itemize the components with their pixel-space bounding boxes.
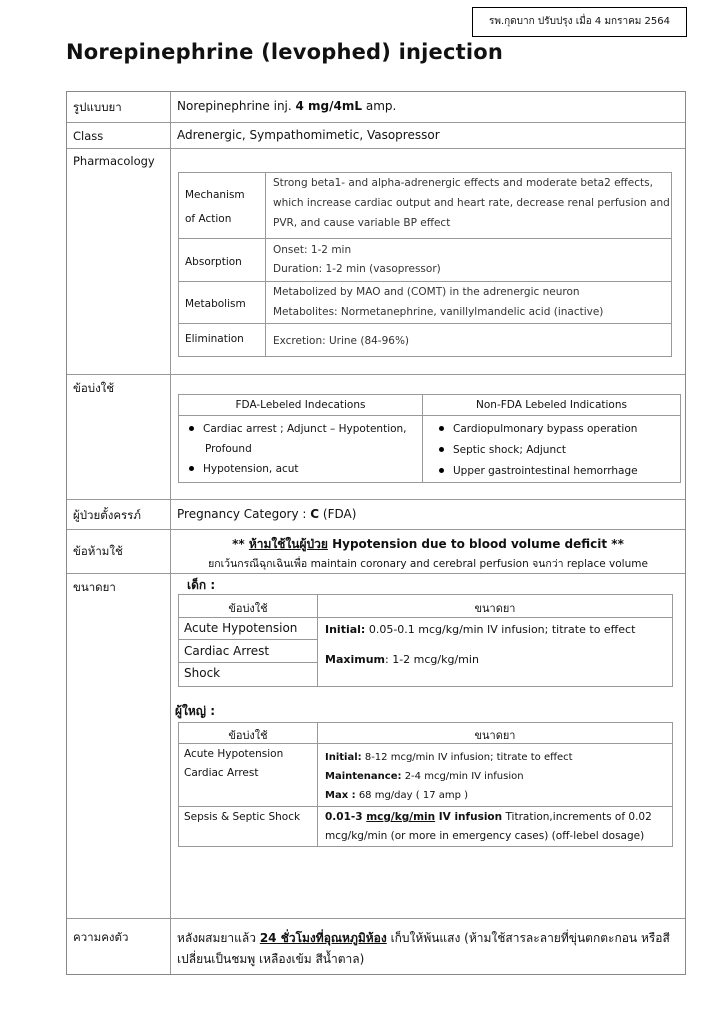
indications-subtable	[178, 394, 681, 483]
bullet-icon	[439, 468, 444, 473]
fda-item-2: Hypotension, acut	[189, 463, 299, 475]
label-dosage: ขนาดยา	[67, 574, 171, 918]
pharm-absorption-line-2: Duration: 1-2 min (vasopressor)	[273, 263, 441, 275]
label-pharmacology: Pharmacology	[67, 149, 171, 374]
adult-ind-1: Acute Hypotension	[184, 748, 284, 760]
pharm-absorption-line-1: Onset: 1-2 min	[273, 244, 352, 256]
nonfda-item-1: Cardiopulmonary bypass operation	[439, 423, 637, 435]
child-ind-1: Acute Hypotension	[184, 621, 298, 635]
pharm-mechanism-line-3: PVR, and cause variable BP effect	[273, 217, 451, 229]
nonfda-header: Non-FDA Lebeled Indications	[476, 399, 627, 411]
row-stability	[67, 919, 685, 974]
child-ind-2: Cardiac Arrest	[184, 644, 270, 658]
pharm-name-metabolism: Metabolism	[185, 298, 246, 310]
fda-item-1-cont: Profound	[205, 443, 252, 455]
child-col-indication: ข้อบ่งใช้	[228, 602, 268, 615]
contraindication-line-2: ยกเว้นกรณีฉุกเฉินเพื่อ maintain coronary and cerebral perfusion จนกว่า replace volume	[208, 558, 648, 570]
class-text: Adrenergic, Sympathomimetic, Vasopressor	[177, 128, 440, 142]
child-initial: Initial: 0.05-0.1 mcg/kg/min IV infusion; titrate to effect	[325, 623, 636, 636]
bullet-icon	[189, 426, 194, 431]
row-contraindication	[67, 530, 685, 574]
adult-sepsis-line-1: 0.01-3 mcg/kg/min IV infusion Titration,increments of 0.02	[325, 811, 652, 823]
child-col-dose: ขนาดยา	[474, 602, 516, 615]
dosage-adult-title: ผู้ใหญ่ :	[175, 704, 216, 718]
nonfda-item-3: Upper gastrointestinal hemorrhage	[439, 465, 638, 477]
dosage-form-text: Norepinephrine inj. 4 mg/4mL amp.	[177, 99, 397, 113]
drug-monograph-table	[66, 91, 686, 975]
adult-dosage-table	[178, 722, 673, 847]
nonfda-item-2: Septic shock; Adjunct	[439, 444, 566, 456]
fda-header: FDA-Lebeled Indecations	[235, 399, 366, 411]
pharm-name-mechanism: Mechanism	[185, 189, 245, 201]
row-indications	[67, 375, 685, 500]
pharm-mechanism-line-1: Strong beta1- and alpha-adrenergic effects and moderate beta2 effects,	[273, 177, 653, 189]
adult-initial: Initial: 8-12 mcg/min IV infusion; titrate to effect	[325, 752, 573, 763]
pharm-name-mechanism-2: of Action	[185, 213, 232, 225]
label-class: Class	[67, 123, 171, 148]
contraindication-line-1: ** ห้ามใช้ในผู้ป่วย Hypotension due to blood volume deficit **	[232, 537, 624, 551]
row-pregnancy	[67, 500, 685, 530]
pharm-elimination-line-1: Excretion: Urine (84-96%)	[273, 335, 410, 347]
adult-ind-2: Cardiac Arrest	[184, 767, 259, 779]
adult-col-indication: ข้อบ่งใช้	[228, 729, 268, 742]
row-dosage-form	[67, 92, 685, 123]
pharmacology-subtable	[178, 172, 672, 357]
label-stability: ความคงตัว	[67, 919, 171, 974]
adult-max: Max : 68 mg/day ( 17 amp )	[325, 790, 469, 801]
bullet-icon	[439, 447, 444, 452]
dosage-child-title: เด็ก :	[187, 578, 216, 592]
adult-ind-3: Sepsis & Septic Shock	[184, 811, 301, 823]
child-maximum: Maximum: 1-2 mcg/kg/min	[325, 653, 479, 666]
bullet-icon	[189, 466, 194, 471]
fda-item-1: Cardiac arrest ; Adjunct – Hypotention,	[189, 423, 407, 435]
adult-sepsis-line-2: mcg/kg/min (or more in emergency cases) (off-lebel dosage)	[325, 830, 645, 842]
stability-line-2: เปลี่ยนเป็นชมพู เหลืองเข้ม สีน้ำตาล)	[177, 952, 365, 966]
row-dosage	[67, 574, 685, 919]
row-pharmacology	[67, 149, 685, 375]
pharm-metabolism-line-1: Metabolized by MAO and (COMT) in the adrenergic neuron	[273, 286, 580, 298]
stability-line-1: หลังผสมยาแล้ว 24 ชั่วโมงที่อุณหภูมิห้อง เก็บให้พ้นแสง (ห้ามใช้สารละลายที่ขุ่นตกตะกอน หรือสี	[177, 931, 670, 945]
child-ind-3: Shock	[184, 666, 221, 680]
pharm-metabolism-line-2: Metabolites: Normetanephrine, vanillylmandelic acid (inactive)	[273, 306, 604, 318]
label-indications: ข้อบ่งใช้	[67, 375, 171, 499]
pharm-name-absorption: Absorption	[185, 256, 242, 268]
label-contraindication: ข้อห้ามใช้	[67, 530, 171, 573]
adult-col-dose: ขนาดยา	[474, 729, 516, 742]
revision-stamp: รพ.กุดบาก ปรับปรุง เมื่อ 4 มกราคม 2564	[472, 7, 687, 37]
label-dosage-form: รูปแบบยา	[67, 92, 171, 122]
bullet-icon	[439, 426, 444, 431]
adult-maintenance: Maintenance: 2-4 mcg/min IV infusion	[325, 771, 524, 782]
page-title: Norepinephrine (levophed) injection	[66, 40, 504, 64]
row-class	[67, 123, 685, 149]
child-dosage-table	[178, 594, 673, 687]
pharm-name-elimination: Elimination	[185, 333, 244, 345]
pregnancy-text: Pregnancy Category : C (FDA)	[177, 507, 357, 521]
pharm-mechanism-line-2: which increase cardiac output and heart rate, decrease renal perfusion and	[273, 197, 670, 209]
label-pregnancy: ผู้ป่วยตั้งครรภ์	[67, 500, 171, 529]
